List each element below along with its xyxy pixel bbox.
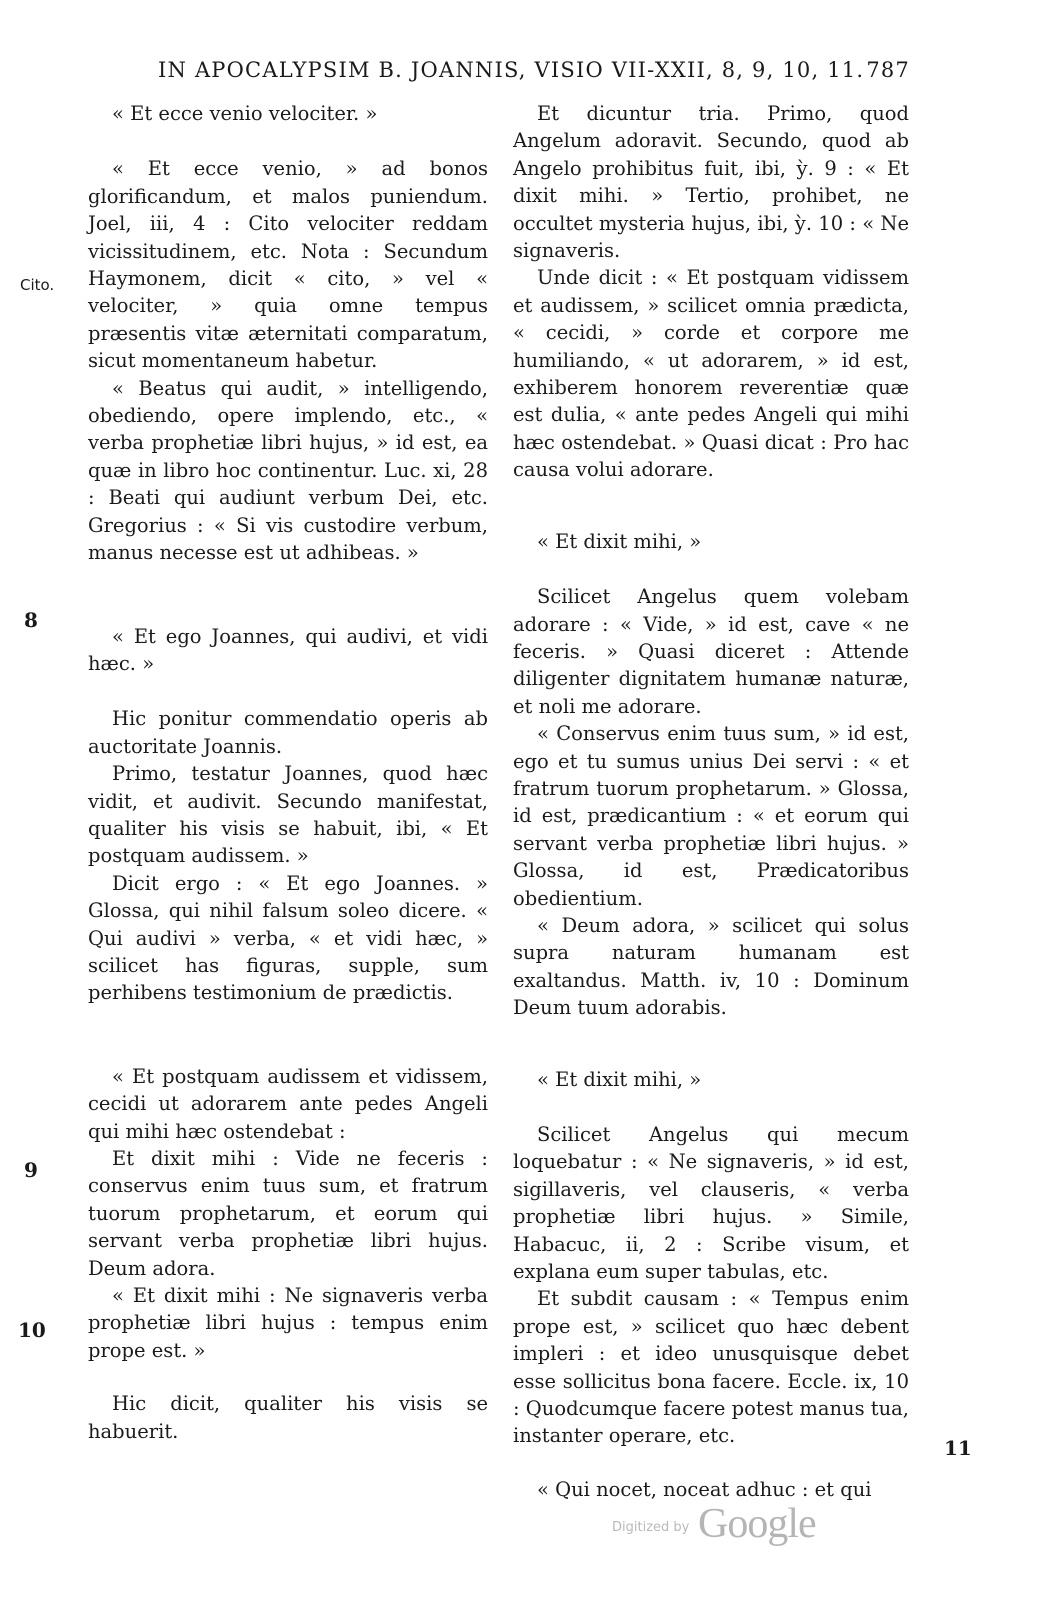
commentary-paragraph: « Et ecce venio, » ad bonos glorificandum, et malos puniendum. Joel, iii, 4 : Cito velociter reddam vicissitudinem, etc. Nota : Secundum Haymonem, dicit « cito, » vel « velociter, » quia omne tempus præsentis vitæ æternitati comparatum, sicut momentaneum habetur.	[88, 157, 488, 373]
scripture-passage: Et dixit mihi : Vide ne feceris : conservus enim tuus sum, et fratrum tuorum prophetarum, et eorum qui servant verba prophetiæ libri hujus. Deum adora.	[88, 1147, 488, 1280]
commentary-paragraph: « Conservus enim tuus sum, » id est, ego et tu sumus unius Dei servi : « et fratrum tuorum prophetarum. » Glossa, id est, prædicantium : « et eorum qui servant verba prophetiæ libri hujus. » Glossa, id est, Prædicatoribus obedientium.	[513, 722, 909, 910]
verse-number-11: 11	[944, 1436, 972, 1460]
scripture-passage: « Et postquam audissem et vidissem, cecidi ut adorarem ante pedes Angeli qui mihi hæc ostendebat :	[88, 1064, 488, 1143]
lemma: « Et ego Joannes, qui audivi, et vidi hæc. »	[88, 624, 488, 675]
lemma: « Et dixit mihi, »	[537, 529, 702, 553]
verse-number-10: 10	[18, 1318, 46, 1342]
commentary-paragraph: « Deum adora, » scilicet qui solus supra naturam humanam est exaltandus. Matth. iv, 10 : Dominum Deum tuum adorabis.	[513, 913, 909, 1020]
commentary-paragraph: Unde dicit : « Et postquam vidissem et audissem, » scilicet omnia prædicta, « cecidi, » corde et corpore me humiliando, « ut adorarem, » id est, exhiberem honorem reverentiæ quæ est dulia, « ante pedes Angeli qui mihi hæc ostendebat. » Quasi dicat : Pro hac causa volui adorare.	[513, 266, 909, 482]
header-title: IN APOCALYPSIM B. JOANNIS, VISIO VII-XXII, 8, 9, 10, 11.	[158, 58, 865, 82]
page-number: 787	[866, 58, 910, 82]
commentary-paragraph: Dicit ergo : « Et ego Joannes. » Glossa, qui nihil falsum soleo dicere. « Qui audivi » verba, « et vidi hæc, » scilicet has figuras, supple, sum perhibens testimonium de prædictis.	[88, 871, 488, 1005]
commentary-paragraph: Et subdit causam : « Tempus enim prope est, » scilicet quo hæc debent impleri : et ideo unusquisque debet esse sollicitus bona facere. Eccle. ix, 10 : Quodcumque facere potest manus tua, instanter operare, etc.	[513, 1287, 909, 1448]
left-column	[88, 100, 488, 1445]
lemma: « Et dixit mihi, »	[537, 1067, 702, 1091]
commentary-paragraph: Hic ponitur commendatio operis ab auctoritate Joannis.	[88, 707, 488, 758]
google-logo: Google	[698, 1501, 816, 1547]
scripture-passage: « Et dixit mihi : Ne signaveris verba prophetiæ libri hujus : tempus enim prope est. »	[88, 1284, 488, 1362]
margin-note-cito: Cito.	[20, 276, 55, 294]
digitization-watermark	[612, 1502, 832, 1548]
commentary-paragraph: Scilicet Angelus qui mecum loquebatur : « Ne signaveris, » id est, sigillaveris, vel clauseris, « verba prophetiæ libri hujus. » Simile, Habacuc, ii, 2 : Scribe visum, et explana eum super tabulas, etc.	[513, 1123, 909, 1284]
commentary-paragraph: Et dicuntur tria. Primo, quod Angelum adoravit. Secundo, quod ab Angelo prohibitus fuit, ibi, ỳ. 9 : « Et dixit mihi. » Tertio, prohibet, ne occultet mysteria hujus, ibi, ỳ. 10 : « Ne signaveris.	[513, 102, 909, 263]
verse-number-9: 9	[24, 1158, 38, 1182]
commentary-paragraph: « Qui nocet, noceat adhuc : et qui	[537, 1477, 872, 1501]
right-column	[513, 100, 909, 1503]
commentary-paragraph: Hic dicit, qualiter his visis se habuerit.	[88, 1392, 488, 1443]
commentary-paragraph: Primo, testatur Joannes, quod hæc vidit, et audivit. Secundo manifestat, qualiter his visis se habuit, ibi, « Et postquam audissem. »	[88, 762, 488, 868]
digitized-by-text: Digitized by	[612, 1520, 690, 1535]
commentary-paragraph: « Beatus qui audit, » intelligendo, obediendo, opere implendo, etc., « verba prophetiæ libri hujus, » id est, ea quæ in libro hoc continentur. Luc. xi, 28 : Beati qui audiunt verbum Dei, etc. Gregorius : « Si vis custodire verbum, manus necesse est ut adhibeas. »	[88, 376, 488, 565]
verse-number-8: 8	[24, 608, 38, 632]
running-header	[158, 58, 910, 88]
commentary-paragraph: Scilicet Angelus quem volebam adorare : « Vide, » id est, cave « ne feceris. » Quasi diceret : Attende diligenter dignitatem humanæ naturæ, et noli me adorare.	[513, 585, 909, 718]
lemma: « Et ecce venio velociter. »	[112, 102, 378, 125]
